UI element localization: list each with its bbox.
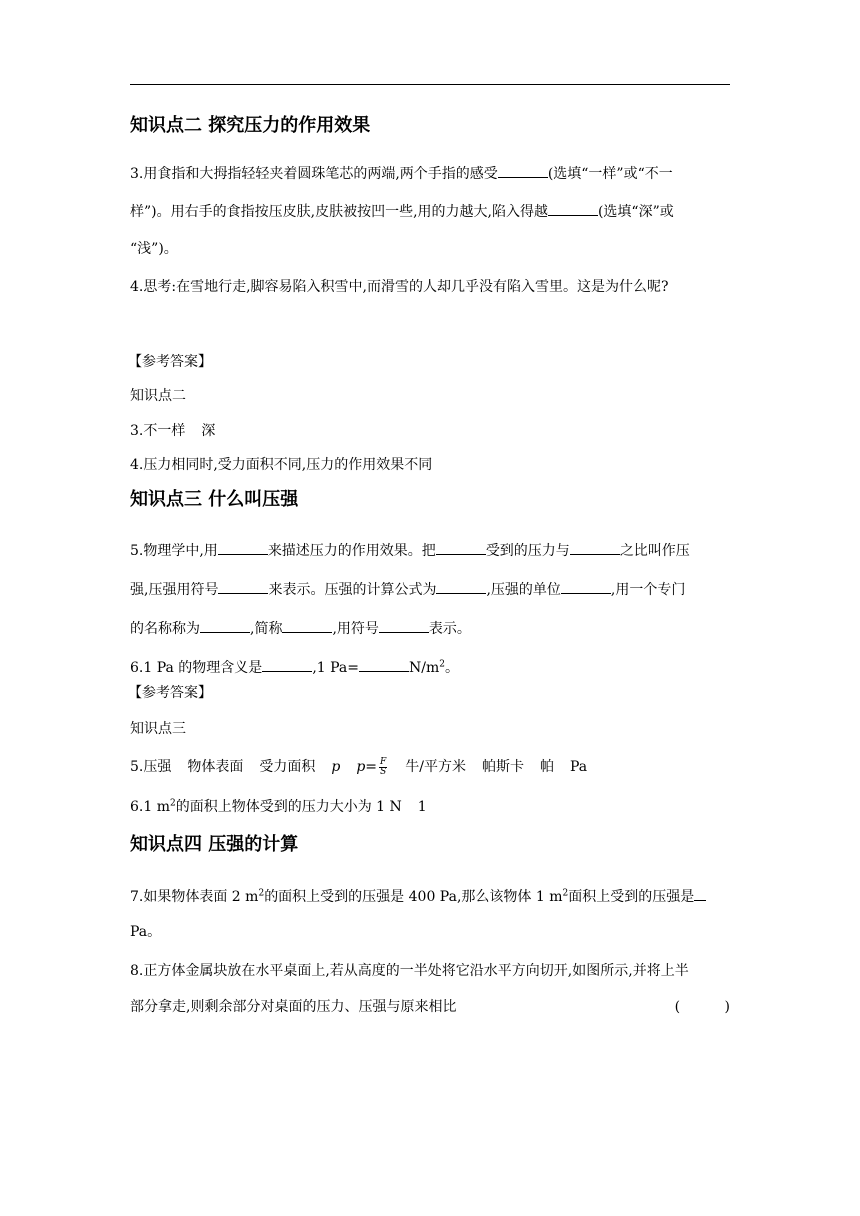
answer-blank[interactable] <box>282 618 332 633</box>
top-rule <box>130 84 730 85</box>
question-3-line-1: 3.用食指和大拇指轻轻夹着圆珠笔芯的两端,两个手指的感受 (选填“一样”或“不一 <box>130 163 730 184</box>
question-5-line-3: 的名称称为 ,简称 ,用符号 表示。 <box>130 618 730 639</box>
answer-blank[interactable] <box>359 657 409 672</box>
answer-blank[interactable] <box>379 618 429 633</box>
section-heading-kp3: 知识点三 什么叫压强 <box>130 489 299 510</box>
answer-blank[interactable] <box>262 657 312 672</box>
question-8-line-2: 部分拿走,则剩余部分对桌面的压力、压强与原来相比 ( ) <box>130 999 730 1015</box>
fraction-f-over-s: $\frac{F}{S}$ <box>380 756 387 777</box>
question-3-line-2: 样”)。用右手的食指按压皮肤,皮肤被按凹一些,用的力越大,陷入得越 (选填“深”或 <box>130 201 730 222</box>
answer-3: 3.不一样 深 <box>130 423 216 439</box>
question-5-line-1: 5.物理学中,用 来描述压力的作用效果。把 受到的压力与 之比叫作压 <box>130 540 730 561</box>
answer-section-label: 知识点二 <box>130 388 186 404</box>
answer-blank[interactable] <box>694 886 706 901</box>
answer-5: 5.压强 物体表面 受力面积 p p= $\frac{F}{S}$ 牛/平方米 帕斯卡 帕 Pa <box>130 756 588 777</box>
section-heading-kp2: 知识点二 探究压力的作用效果 <box>130 115 371 136</box>
answer-blank[interactable] <box>218 540 268 555</box>
question-6: 6.1 Pa 的物理含义是 ,1 $Pa= N/m^2$。 <box>130 657 730 678</box>
answer-6: 6.1 $m^2$的面积上物体受到的压力大小为 1 N 1 <box>130 798 427 815</box>
question-4: 4.思考:在雪地行走,脚容易陷入积雪中,而滑雪的人却几乎没有陷入雪里。这是为什么呢? <box>130 279 669 295</box>
question-3-line-3: “浅”)。 <box>130 241 178 257</box>
answer-blank[interactable] <box>561 579 611 594</box>
answer-section-label: 知识点三 <box>130 721 186 737</box>
answer-label: 【参考答案】 <box>128 685 212 701</box>
question-8-line-1: 8.正方体金属块放在水平桌面上,若从高度的一半处将它沿水平方向切开,如图所示,并将上半 <box>130 963 689 979</box>
answer-blank[interactable] <box>436 540 486 555</box>
answer-label: 【参考答案】 <box>128 354 212 370</box>
question-7-line-1: 7.如果物体表面 2 $m^2$的面积上受到的压强是 400 Pa,那么该物体 1 $m^2$面积上受到的压强是 <box>130 886 730 907</box>
answer-4: 4.压力相同时,受力面积不同,压力的作用效果不同 <box>130 457 433 473</box>
answer-blank[interactable] <box>436 579 486 594</box>
answer-blank[interactable] <box>570 540 620 555</box>
section-heading-kp4: 知识点四 压强的计算 <box>130 834 299 855</box>
question-5-line-2: 强,压强用符号 来表示。压强的计算公式为 ,压强的单位 ,用一个专门 <box>130 579 730 600</box>
answer-blank[interactable] <box>498 163 548 178</box>
answer-blank[interactable] <box>200 618 250 633</box>
question-7-line-2: Pa。 <box>130 924 162 940</box>
answer-blank[interactable] <box>218 579 268 594</box>
answer-parentheses[interactable]: ( ) <box>674 999 730 1015</box>
answer-blank[interactable] <box>548 201 598 216</box>
